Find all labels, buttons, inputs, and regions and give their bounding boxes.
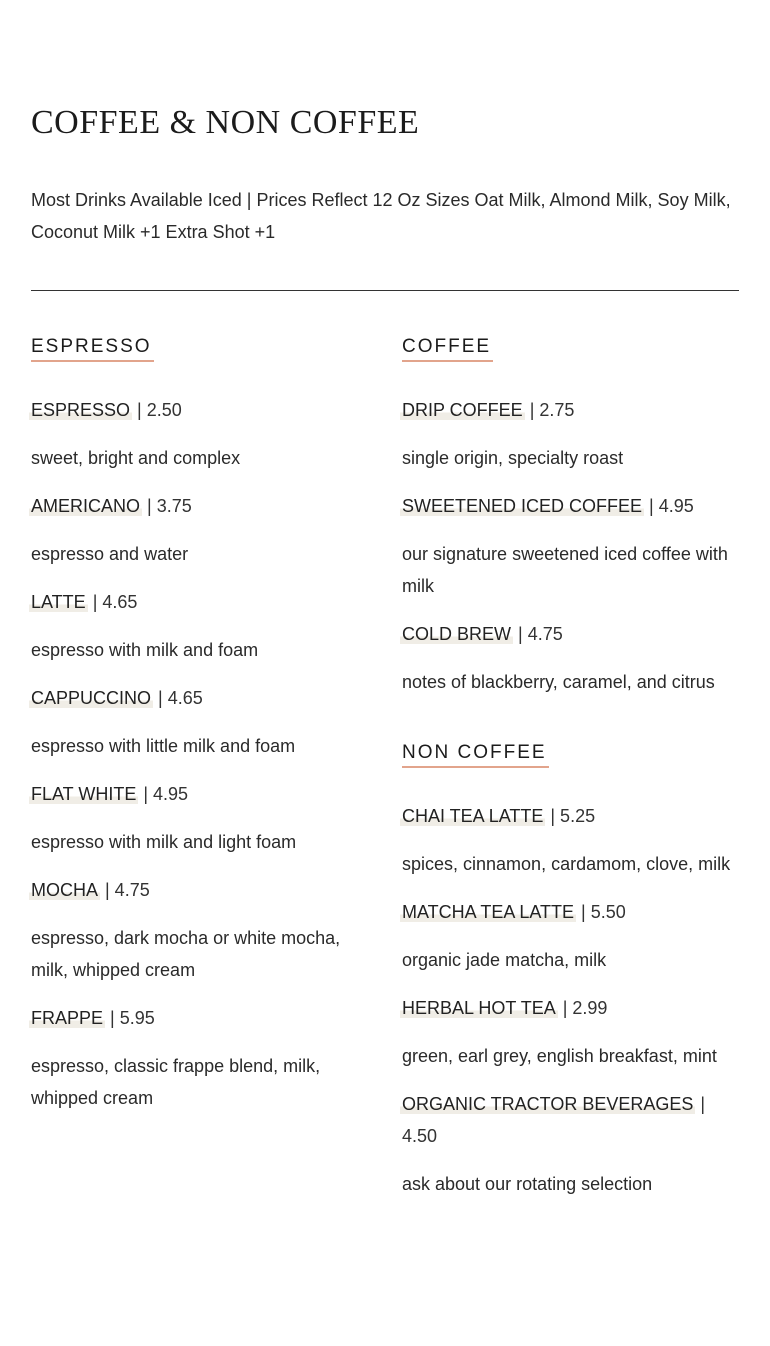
menu-item-price: | 3.75 [142, 496, 192, 516]
menu-item-price: | 2.75 [524, 400, 575, 420]
menu-item [31, 874, 371, 986]
menu-item-price: | 2.50 [132, 400, 182, 420]
menu-item [402, 1088, 739, 1200]
menu-item-price: | 5.50 [576, 902, 626, 922]
menu-item-price: | 5.95 [105, 1008, 155, 1028]
menu-item [402, 490, 739, 602]
menu-item-price: | 4.95 [138, 784, 189, 804]
coffee-section-title: COFFEE [402, 334, 493, 362]
menu-item-heading [402, 618, 739, 650]
menu-item-description: espresso and water [31, 544, 189, 564]
menu-item-heading [31, 778, 371, 810]
menu-item-price: | 4.65 [87, 592, 138, 612]
right-column [402, 334, 739, 1216]
coffee-section [402, 334, 739, 698]
menu-item-name: CHAI TEA LATTE [402, 806, 544, 826]
menu-item [402, 618, 739, 698]
menu-item-heading [402, 394, 739, 426]
menu-item [31, 586, 371, 666]
menu-item [31, 394, 371, 474]
espresso-section-title: ESPRESSO [31, 334, 154, 362]
menu-item-name: FLAT WHITE [31, 784, 137, 804]
menu-item [31, 682, 371, 762]
menu-item-description: our signature sweetened iced coffee with milk [402, 544, 728, 596]
menu-item-description: ask about our rotating selection [402, 1174, 653, 1194]
non-coffee-items [402, 800, 739, 1200]
menu-item-name: LATTE [31, 592, 86, 612]
menu-item-heading [402, 1088, 739, 1152]
menu-item-price: | 5.25 [545, 806, 596, 826]
left-column [31, 334, 371, 1130]
menu-item-name: DRIP COFFEE [402, 400, 523, 420]
menu-item-heading [31, 490, 371, 522]
menu-item-description: espresso with milk and light foam [31, 832, 297, 852]
menu-item-heading [31, 394, 371, 426]
menu-item-description: green, earl grey, english breakfast, mint [402, 1046, 717, 1066]
menu-item-price: | 4.75 [513, 624, 563, 644]
menu-item [402, 394, 739, 474]
menu-item [402, 992, 739, 1072]
menu-item-heading [402, 490, 739, 522]
menu-item-price: | 4.75 [100, 880, 150, 900]
menu-item-heading [31, 1002, 371, 1034]
menu-item-heading [31, 682, 371, 714]
menu-item [31, 778, 371, 858]
menu-item [31, 490, 371, 570]
menu-item-heading [402, 992, 739, 1024]
menu-item-name: COLD BREW [402, 624, 512, 644]
menu-item [31, 1002, 371, 1114]
menu-item [402, 800, 739, 880]
menu-item-price: | 2.99 [557, 998, 608, 1018]
menu-item-description: sweet, bright and complex [31, 448, 241, 468]
menu-item-price: | 4.65 [153, 688, 203, 708]
menu-item-description: espresso with little milk and foam [31, 736, 296, 756]
menu-item-name: MOCHA [31, 880, 98, 900]
espresso-items [31, 394, 371, 1114]
menu-item-heading [31, 586, 371, 618]
menu-item-heading [402, 800, 739, 832]
section-divider [31, 290, 739, 291]
menu-item-name: ORGANIC TRACTOR BEVERAGES [402, 1094, 694, 1114]
menu-item-name: FRAPPE [31, 1008, 104, 1028]
menu-item-description: single origin, specialty roast [402, 448, 624, 468]
menu-item-heading [31, 874, 371, 906]
menu-item-name: HERBAL HOT TEA [402, 998, 556, 1018]
menu-item-name: AMERICANO [31, 496, 141, 516]
menu-item-description: espresso with milk and foam [31, 640, 259, 660]
menu-item-description: organic jade matcha, milk [402, 950, 607, 970]
menu-item-name: MATCHA TEA LATTE [402, 902, 575, 922]
non-coffee-section-title: NON COFFEE [402, 740, 549, 768]
menu-item-price: | 4.50 [402, 1094, 706, 1146]
menu-item-price: | 4.95 [644, 496, 694, 516]
menu-item-description: espresso, dark mocha or white mocha, milk, whipped cream [31, 928, 341, 980]
non-coffee-section [402, 740, 739, 1200]
page-title: COFFEE & NON COFFEE [31, 104, 420, 141]
menu-item-description: spices, cinnamon, cardamom, clove, milk [402, 854, 731, 874]
menu-item-name: ESPRESSO [31, 400, 131, 420]
menu-item-name: SWEETENED ICED COFFEE [402, 496, 643, 516]
espresso-section [31, 334, 371, 1114]
coffee-items [402, 394, 739, 698]
menu-item-heading [402, 896, 739, 928]
menu-item-name: CAPPUCCINO [31, 688, 152, 708]
menu-item [402, 896, 739, 976]
menu-item-description: espresso, classic frappe blend, milk, whipped cream [31, 1056, 321, 1108]
menu-item-description: notes of blackberry, caramel, and citrus [402, 672, 715, 692]
menu-intro-note: Most Drinks Available Iced | Prices Reflect 12 Oz Sizes Oat Milk, Almond Milk, Soy Milk, Coconut Milk +1 Extra Shot +1 [31, 190, 731, 242]
